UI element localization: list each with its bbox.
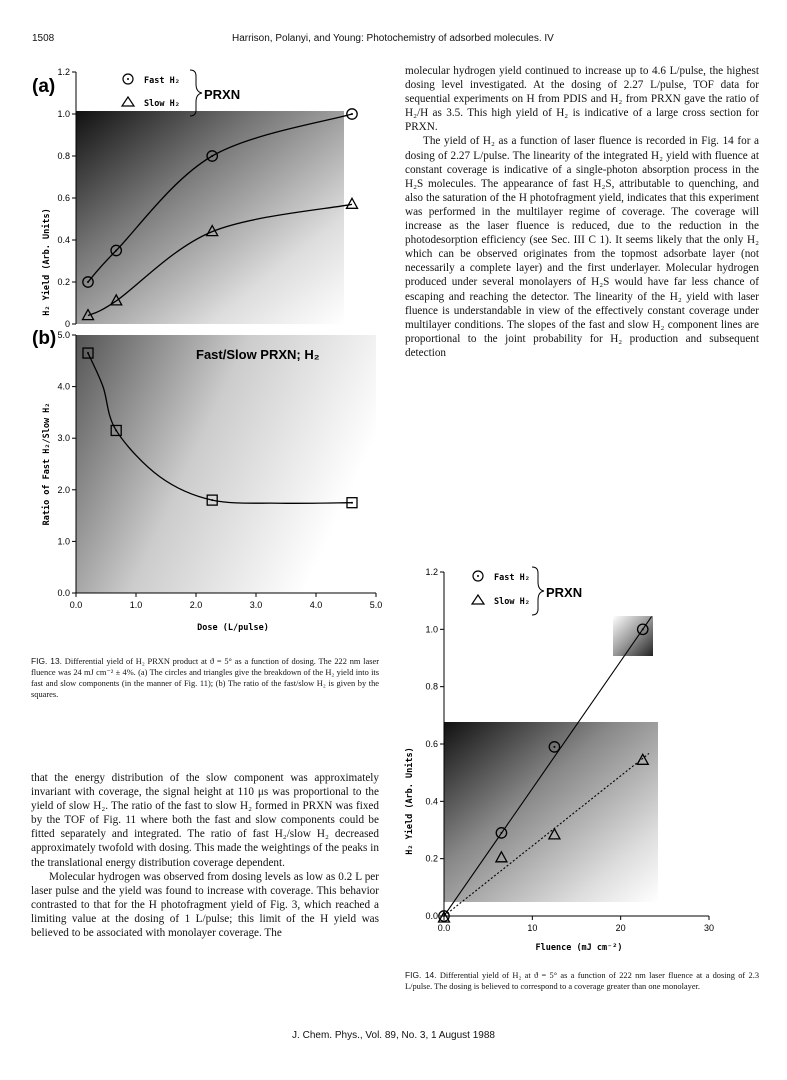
fig14-caption-label: FIG. 14. <box>405 970 437 980</box>
fig13a-ytick-label: 0 <box>64 319 70 329</box>
fig14-legend-slow: Slow H₂ <box>494 597 530 607</box>
fig13a-legend-circle-dot <box>127 78 129 80</box>
fig13a-point-circle-dot <box>351 113 353 115</box>
fig13a-point-triangle <box>347 198 358 208</box>
fig13a-ytick-label: 1.2 <box>57 67 70 77</box>
fig13a-shading <box>76 111 344 324</box>
fig14-point-circle-dot <box>553 746 555 748</box>
fig13b-ytick-label: 5.0 <box>57 330 70 340</box>
fig14-xtick-label: 0.0 <box>437 923 451 933</box>
fig14-legend-group: PRXN <box>546 585 583 600</box>
fig14-ytick-label: 0.6 <box>425 739 438 749</box>
fig13-caption <box>31 656 379 701</box>
fig13-caption-label: FIG. 13. <box>31 656 62 666</box>
fig14-ytick-label: 1.2 <box>425 567 438 577</box>
fig14-legend-circle-dot <box>477 575 479 577</box>
fig14-ytick-label: 0.2 <box>425 853 438 864</box>
fig14-point-circle-dot <box>642 628 644 630</box>
fig14-ytick-label: 1.0 <box>425 624 438 635</box>
fig13b-shading <box>76 335 376 593</box>
fig13b-ylabel: Ratio of Fast H₂/Slow H₂ <box>42 402 52 526</box>
fig13b-point-square-dot <box>87 352 89 354</box>
fig14-ytick-label: 0.0 <box>425 911 438 921</box>
fig14-legend-triangle-marker <box>472 595 484 604</box>
fig13b-xlabel: Dose (L/pulse) <box>197 623 269 633</box>
fig13b-ytick-label: 3.0 <box>57 433 70 444</box>
fig14-legend-brace <box>532 567 544 615</box>
fig13b-ytick-label: 2.0 <box>57 484 70 495</box>
fig13a-legend-group: PRXN <box>204 87 241 102</box>
fig14-point-circle-dot <box>500 832 502 834</box>
fig13a-ytick-label: 0.6 <box>57 193 70 203</box>
fig14-xtick-label: 10 <box>527 923 538 933</box>
fig14-ylabel: H₂ Yield (Arb. Units) <box>405 747 415 855</box>
fig13a-point-circle-dot <box>115 250 117 252</box>
fig13a-legend-brace <box>190 70 202 116</box>
fig13b-xtick-label: 0.0 <box>69 600 83 610</box>
fig14-xtick-label: 20 <box>615 923 626 933</box>
fig13a-legend-fast: Fast H₂ <box>144 76 180 86</box>
fig13a-ytick-label: 0.8 <box>57 151 70 161</box>
fig14-xlabel: Fluence (mJ cm⁻²) <box>535 943 623 953</box>
fig13b-point-square-dot <box>115 429 117 431</box>
fig14-ytick-label: 0.8 <box>425 681 438 692</box>
fig14-caption <box>405 970 759 993</box>
fig14-figure <box>398 556 738 966</box>
running-title: Harrison, Polanyi, and Young: Photochemistry of adsorbed molecules. IV <box>232 33 554 44</box>
fig14-xtick-label: 30 <box>703 923 715 933</box>
fig14-shading <box>444 722 658 902</box>
fig13b-point-square-dot <box>211 499 213 501</box>
fig14-corner-shading <box>613 616 653 656</box>
fig13a-panel-label: (a) <box>32 76 56 97</box>
left-paragraph-2: Molecular hydrogen was observed from dosing levels as low as 0.2 L per laser pulse and the yield was found to increase with coverage. This behavior contrasted to that for the H photofragment yield of Fig. 3, which reached a limiting value at the dosing of 1 L/pulse; this limit of the H yield was believed to be associated with monolayer coverage. The <box>31 870 379 940</box>
fig13b-ytick-label: 1.0 <box>57 536 70 547</box>
fig14-caption-text: Differential yield of H₂ at ϑ = 5° as a function of 222 nm laser fluence at a dosing of 2.3 L/pulse. The dosing is believed to correspond to a coverage greater than one monolayer. <box>405 971 760 991</box>
fig13-caption-text: Differential yield of H₂ PRXN product at ϑ = 5° as a function of dosing. The 222 nm laser fluence was 24 mJ cm⁻² ± 4%. (a) The circles and triangles give the breakdown of the H₂ yield into its fast and slow components (in the manner of Fig. 11); (b) The ratio of the fast/slow H₂ is given by the squares. <box>31 657 379 699</box>
fig13b-xtick-label: 4.0 <box>309 600 323 610</box>
fig13a-ytick-label: 0.4 <box>57 235 70 245</box>
fig13a-ylabel: H₂ Yield (Arb. Units) <box>42 208 52 316</box>
fig13a-ytick-label: 0.2 <box>57 277 70 287</box>
left-column <box>31 771 379 940</box>
fig13b-ytick-label: 0.0 <box>57 588 70 598</box>
fig13-figure <box>28 62 393 642</box>
fig13b-point-square-dot <box>351 502 353 504</box>
right-paragraph-1: molecular hydrogen yield continued to increase up to 4.6 L/pulse, the highest dosing level investigated. At the dosing of 2.27 L/pulse, TOF data for sequential experiments on H from PDIS and H₂ from PRXN gave the ratio of H₂/H as 3.5. This high yield of H₂ is indicative of a large cross section for PRXN. <box>405 65 759 134</box>
fig13b-title: Fast/Slow PRXN; H₂ <box>196 347 320 362</box>
right-paragraph-2: The yield of H₂ as a function of laser fluence is recorded in Fig. 14 for a dosing of 2.27 L/pulse. The linearity of the integrated H₂ yield with fluence at constant coverage is indicative of a single-photon absorption process in the H₂S molecules. The appearance of fast H₂S, attributable to quenching, and also the saturation of the H photofragment yield, indicates that this experiment was performed in the multilayer regime of coverage. The coverage will increase as the laser fluence is reduced, due to the reduction in the photodesorption efficiency (see Sec. III C 1). It seems likely that the only H₂ which can be observed originates from the topmost adsorbate layer (not necessarily a complete layer) and the first underlayer. Molecular hydrogen produced under several monolayers of H₂S would have far less chance of escaping and reaching the detector. The linearity of the H₂ yield with laser fluence is understandable in view of the effectively constant coverage under multilayer conditions. The slopes of the fast and slow H₂ component lines are proportional to the joint probability for H₂ production and subsequent detection <box>405 135 759 359</box>
fig13b-xtick-label: 2.0 <box>189 600 203 610</box>
fig14-legend-fast: Fast H₂ <box>494 573 530 583</box>
fig13b-ytick-label: 4.0 <box>57 381 70 392</box>
left-paragraph-1: that the energy distribution of the slow component was approximately invariant with coverage, the signal height at 110 μs was proportional to the yield of slow H₂. The ratio of the fast to slow H₂ formed in PRXN was fixed by the TOF of Fig. 11 where both the fast and slow components could be fitted separately and integrated. The ratio of fast H₂/slow H₂ decreased approximately twofold with dosing. This made the weightings of the peaks in the translational energy distribution coverage dependent. <box>31 772 379 869</box>
fig13b-xtick-label: 3.0 <box>249 600 263 610</box>
fig13b-panel-label: (b) <box>32 328 57 349</box>
fig13b-xtick-label: 1.0 <box>129 600 143 610</box>
page-number: 1508 <box>32 33 55 44</box>
page-footer: J. Chem. Phys., Vol. 89, No. 3, 1 August 1988 <box>292 1030 495 1041</box>
fig13a-legend-slow: Slow H₂ <box>144 99 180 109</box>
right-column <box>405 64 759 360</box>
fig13a-point-circle-dot <box>87 281 89 283</box>
fig13a-point-circle-dot <box>211 155 213 157</box>
fig13a-legend-triangle-marker <box>122 97 134 106</box>
fig13a-ytick-label: 1.0 <box>57 109 70 119</box>
fig13b-xtick-label: 5.0 <box>369 600 383 610</box>
fig14-ytick-label: 0.4 <box>425 796 438 807</box>
